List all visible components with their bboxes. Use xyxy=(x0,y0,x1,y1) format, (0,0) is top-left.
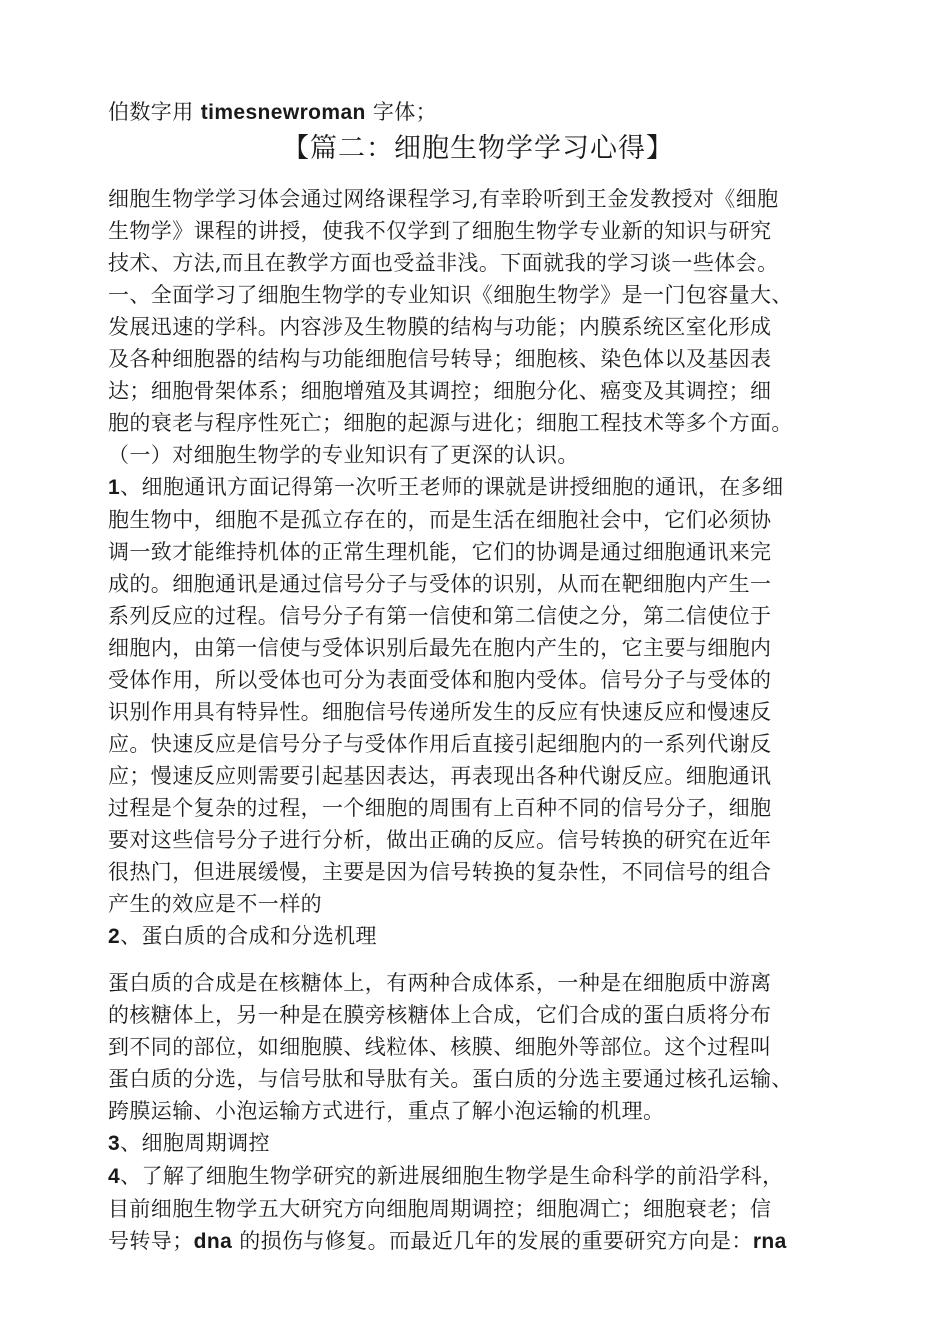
paragraph-line: 胞的衰老与程序性死亡；细胞的起源与进化；细胞工程技术等多个方面。 xyxy=(108,411,793,435)
paragraph-line: 很热门，但进展缓慢，主要是因为信号转换的复杂性，不同信号的组合 xyxy=(108,860,772,884)
paragraph-line: 系列反应的过程。信号分子有第一信使和第二信使之分，第二信使位于 xyxy=(108,604,772,628)
paragraph-line: 应；慢速反应则需要引起基因表达，再表现出各种代谢反应。细胞通讯 xyxy=(108,764,772,788)
item-text: 、细胞通讯方面记得第一次听王老师的课就是讲授细胞的通讯，在多细 xyxy=(120,475,784,499)
item-1 xyxy=(108,471,848,920)
text-segment: 号转导； xyxy=(108,1229,194,1253)
paragraph-line: 发展迅速的学科。内容涉及生物膜的结构与功能；内膜系统区室化形成 xyxy=(108,315,772,339)
paragraph-line: 跨膜运输、小泡运输方式进行，重点了解小泡运输的机理。 xyxy=(108,1099,665,1123)
paragraph-line: 一、全面学习了细胞生物学的专业知识《细胞生物学》是一门包容量大、 xyxy=(108,283,793,307)
paragraph-line: 蛋白质的分选，与信号肽和导肽有关。蛋白质的分选主要通过核孔运输、 xyxy=(108,1067,793,1091)
item-3-heading xyxy=(108,1127,848,1160)
paragraph-line: 的核糖体上，另一种是在膜旁核糖体上合成，它们合成的蛋白质将分布 xyxy=(108,1003,772,1027)
item-4-first-line xyxy=(108,1160,848,1193)
paragraph-line: 调一致才能维持机体的正常生理机能，它们的协调是通过细胞通讯来完 xyxy=(108,540,772,564)
paragraph-line: 目前细胞生物学五大研究方向细胞周期调控；细胞凋亡；细胞衰老；信 xyxy=(108,1197,772,1221)
paragraph-line: 应。快速反应是信号分子与受体作用后直接引起细胞内的一系列代谢反 xyxy=(108,732,772,756)
paragraph-line: 受体作用，所以受体也可分为表面受体和胞内受体。信号分子与受体的 xyxy=(108,668,772,692)
item-text: 、蛋白质的合成和分选机理 xyxy=(120,924,377,948)
term-dna: dna xyxy=(193,1230,233,1253)
item-number: 2 xyxy=(108,925,121,948)
paragraph-line-mixed xyxy=(108,1225,848,1258)
intro-paragraph xyxy=(108,183,848,439)
paragraph-line: 生物学》课程的讲授，使我不仅学到了细胞生物学专业新的知识与研究 xyxy=(108,219,772,243)
paragraph-line: 产生的效应是不一样的 xyxy=(108,892,322,916)
paragraph-gap xyxy=(108,953,848,967)
paragraph-line: 及各种细胞器的结构与功能细胞信号转导；细胞核、染色体以及基因表 xyxy=(108,347,772,371)
intro-line-post: 字体； xyxy=(365,100,438,124)
intro-line xyxy=(108,96,848,129)
item-2-paragraph xyxy=(108,967,848,1127)
item-2-heading xyxy=(108,920,848,953)
paragraph-line: 技术、方法,而且在教学方面也受益非浅。下面就我的学习谈一些体会。 xyxy=(108,251,779,275)
paragraph-line: 到不同的部位，如细胞膜、线粒体、核膜、细胞外等部位。这个过程叫 xyxy=(108,1035,772,1059)
item-text: 、细胞周期调控 xyxy=(120,1131,270,1155)
intro-line-pre: 伯数字用 xyxy=(108,100,201,124)
item-number: 1 xyxy=(108,476,121,499)
document-page xyxy=(108,96,848,1258)
section-title: 【篇二：细胞生物学学习心得】 xyxy=(282,133,674,164)
item-text: 、了解了细胞生物学研究的新进展细胞生物学是生命科学的前沿学科， xyxy=(120,1164,784,1188)
paragraph-line: 细胞生物学学习体会通过网络课程学习,有幸聆听到王金发教授对《细胞 xyxy=(108,187,779,211)
item-4 xyxy=(108,1160,848,1258)
paragraph-line: 胞生物中，细胞不是孤立存在的，而是生活在细胞社会中，它们必须协 xyxy=(108,508,772,532)
font-name: timesnewroman xyxy=(200,101,366,124)
paragraph-line: 细胞内，由第一信使与受体识别后最先在胞内产生的，它主要与细胞内 xyxy=(108,636,772,660)
paragraph-line: 成的。细胞通讯是通过信号分子与受体的识别，从而在靶细胞内产生一 xyxy=(108,572,772,596)
paragraph-line: 过程是个复杂的过程，一个细胞的周围有上百种不同的信号分子，细胞 xyxy=(108,796,772,820)
item-1-first-line xyxy=(108,471,848,504)
paragraph-line: 蛋白质的合成是在核糖体上，有两种合成体系，一种是在细胞质中游离 xyxy=(108,971,772,995)
text-segment: 的损伤与修复。而最近几年的发展的重要研究方向是： xyxy=(232,1229,753,1253)
paragraph-line: 要对这些信号分子进行分析，做出正确的反应。信号转换的研究在近年 xyxy=(108,828,772,852)
section-one-heading: （一）对细胞生物学的专业知识有了更深的认识。 xyxy=(108,443,579,467)
paragraph-line: 达；细胞骨架体系；细胞增殖及其调控；细胞分化、癌变及其调控；细 xyxy=(108,379,772,403)
paragraph-line: 识别作用具有特异性。细胞信号传递所发生的反应有快速反应和慢速反 xyxy=(108,700,772,724)
item-number: 4 xyxy=(108,1165,121,1188)
item-number: 3 xyxy=(108,1132,121,1155)
term-rna: rna xyxy=(752,1230,787,1253)
